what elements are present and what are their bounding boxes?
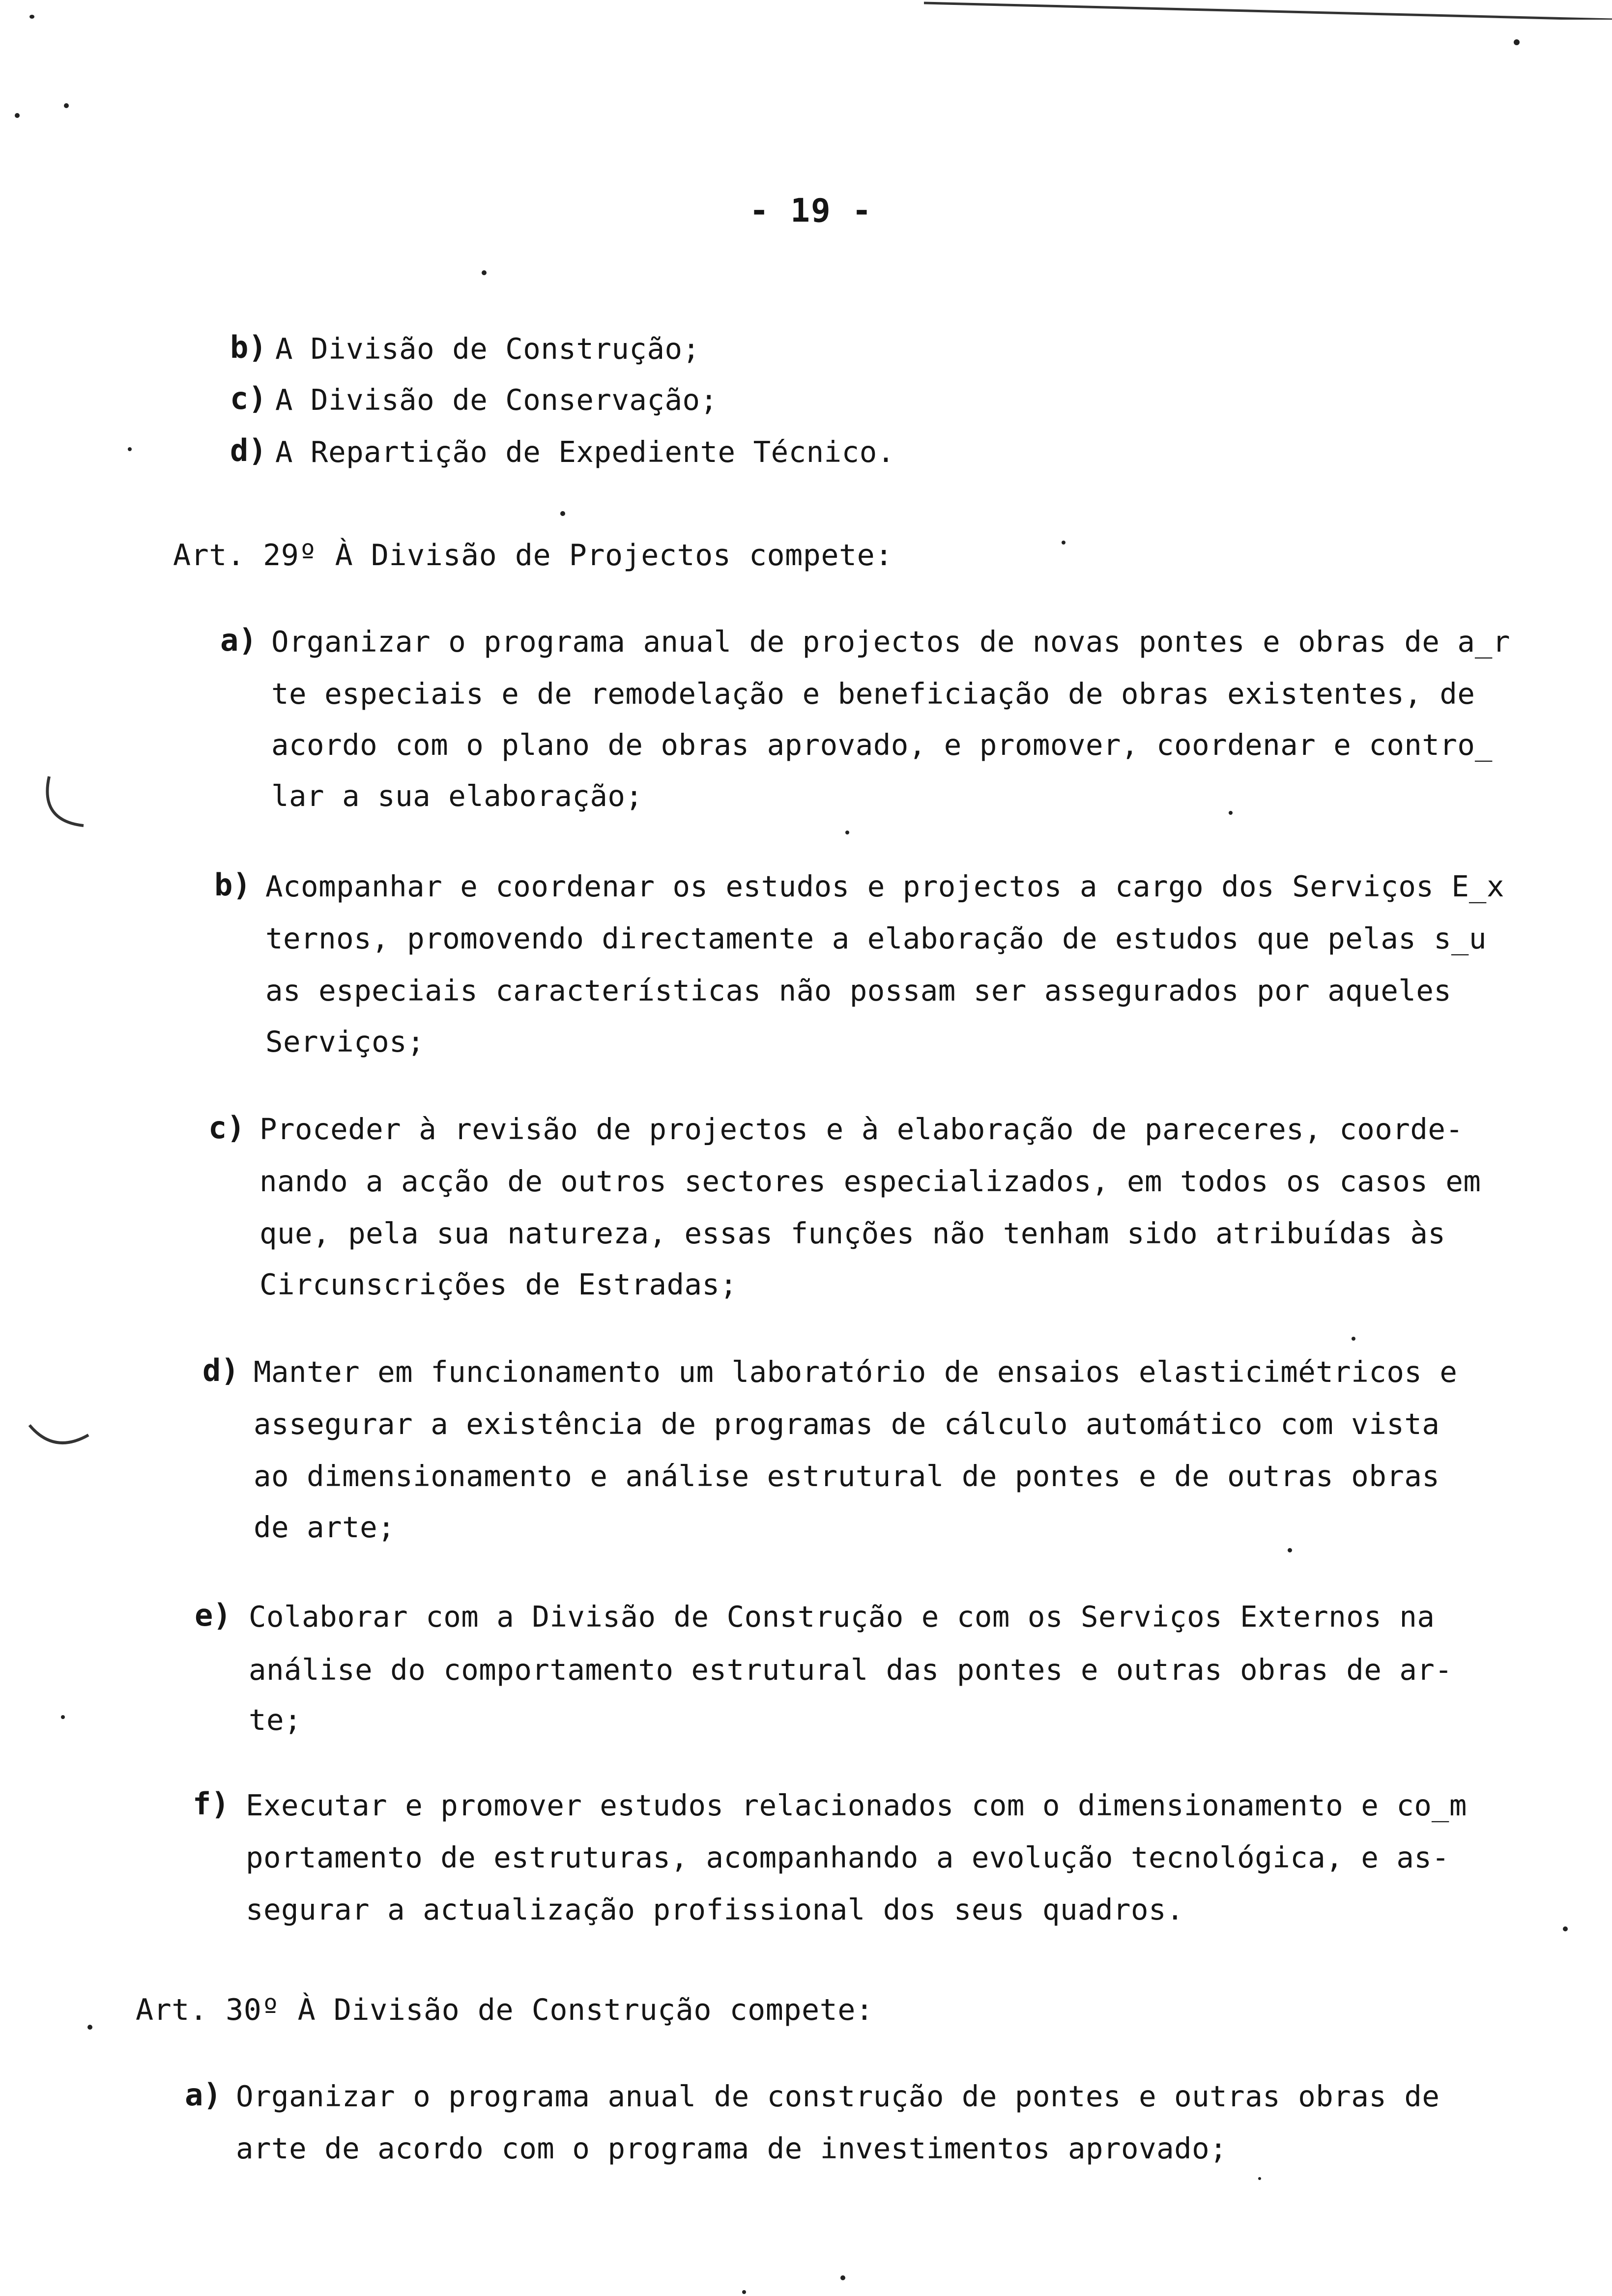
intro-item-c-label: c) [230, 380, 267, 416]
art-29-item-f-line-3: segurar a actualização profissional dos seus quadros. [246, 1893, 1184, 1926]
art-29-item-e-line-2: análise do comportamento estrutural das pontes e outras obras de ar- [249, 1653, 1453, 1687]
art-30-item-a-label: a) [185, 2077, 222, 2113]
intro-item-d-label: d) [230, 432, 267, 468]
scan-speck [128, 447, 132, 451]
art-29-item-e-line-1: Colaborar com a Divisão de Construção e com os Serviços Externos na [249, 1600, 1435, 1634]
art-29-item-a-line-2: te especiais e de remodelação e beneficiação de obras existentes, de [271, 677, 1475, 711]
art-29-item-d-line-4: de arte; [254, 1510, 396, 1544]
scan-speck [1514, 39, 1520, 45]
page-number: - 19 - [749, 192, 873, 230]
art-29-item-f-line-1: Executar e promover estudos relacionados com o dimensionamento e co̲m [246, 1788, 1467, 1822]
art-29-item-a-line-4: lar a sua elaboração; [271, 779, 643, 813]
art-30-item-a-line-1: Organizar o programa anual de construção de pontes e outras obras de [236, 2079, 1440, 2113]
scan-speck [742, 2290, 746, 2294]
scan-speck [482, 270, 487, 275]
art-29-item-c-line-2: nando a acção de outros sectores especializados, em todos os casos em [259, 1164, 1481, 1198]
scan-speck [1563, 1926, 1568, 1931]
art-29-item-a-label: a) [220, 622, 257, 658]
intro-item-b-label: b) [230, 329, 267, 365]
art-29-heading: Art. 29º À Divisão de Projectos compete: [173, 538, 893, 573]
scan-speck [29, 15, 34, 19]
art-29-item-c-line-1: Proceder à revisão de projectos e à elaboração de pareceres, coorde- [259, 1112, 1464, 1146]
art-29-item-e-label: e) [195, 1597, 231, 1633]
art-29-item-c-line-4: Circunscrições de Estradas; [259, 1267, 738, 1301]
art-29-item-c-line-3: que, pela sua natureza, essas funções não tenham sido atribuídas às [259, 1216, 1446, 1250]
scan-speck [1352, 1337, 1355, 1341]
scan-speck [840, 2275, 845, 2280]
top-edge-rule [924, 0, 1612, 20]
art-30-heading: Art. 30º À Divisão de Construção compete: [136, 1993, 874, 2027]
scan-speck [1062, 541, 1065, 545]
art-29-item-e-line-3: te; [249, 1703, 302, 1737]
scan-speck [845, 831, 849, 834]
art-29-item-b-label: b) [214, 867, 251, 903]
art-29-item-b-line-2: ternos, promovendo directamente a elaboração de estudos que pelas s̲u [265, 921, 1487, 955]
intro-item-d-text: A Repartição de Expediente Técnico. [275, 435, 895, 469]
art-29-item-d-line-2: assegurar a existência de programas de cálculo automático com vista [254, 1407, 1440, 1441]
art-29-item-d-label: d) [202, 1352, 239, 1388]
art-29-item-f-line-2: portamento de estruturas, acompanhando a evolução tecnológica, e as- [246, 1840, 1450, 1874]
scan-speck [560, 511, 565, 516]
scan-speck [1258, 2177, 1261, 2180]
scan-speck [64, 103, 69, 108]
scan-speck [1288, 1548, 1292, 1552]
scan-speck [61, 1715, 65, 1719]
art-29-item-d-line-1: Manter em funcionamento um laboratório de ensaios elasticimétricos e [254, 1355, 1458, 1389]
art-29-item-d-line-3: ao dimensionamento e análise estrutural de pontes e de outras obras [254, 1459, 1440, 1493]
art-29-item-f-label: f) [193, 1786, 230, 1822]
art-29-item-b-line-4: Serviços; [265, 1025, 425, 1059]
art-29-item-c-label: c) [208, 1110, 245, 1146]
art-29-item-b-line-1: Acompanhar e coordenar os estudos e projectos a cargo dos Serviços E̲x [265, 869, 1504, 903]
art-29-item-a-line-3: acordo com o plano de obras aprovado, e promover, coordenar e contro̲ [271, 728, 1493, 762]
intro-item-b-text: A Divisão de Construção; [275, 332, 700, 366]
binder-hole-arc-upper [29, 767, 88, 845]
art-29-item-b-line-3: as especiais características não possam ser assegurados por aqueles [265, 974, 1452, 1007]
binder-hole-arc-lower [25, 1415, 93, 1464]
art-29-item-a-line-1: Organizar o programa anual de projectos de novas pontes e obras de a̲r [271, 625, 1510, 659]
scan-speck [15, 113, 20, 118]
intro-item-c-text: A Divisão de Conservação; [275, 383, 718, 417]
scan-speck [1229, 811, 1233, 815]
scan-speck [87, 2025, 92, 2030]
art-30-item-a-line-2: arte de acordo com o programa de investimentos aprovado; [236, 2131, 1228, 2165]
